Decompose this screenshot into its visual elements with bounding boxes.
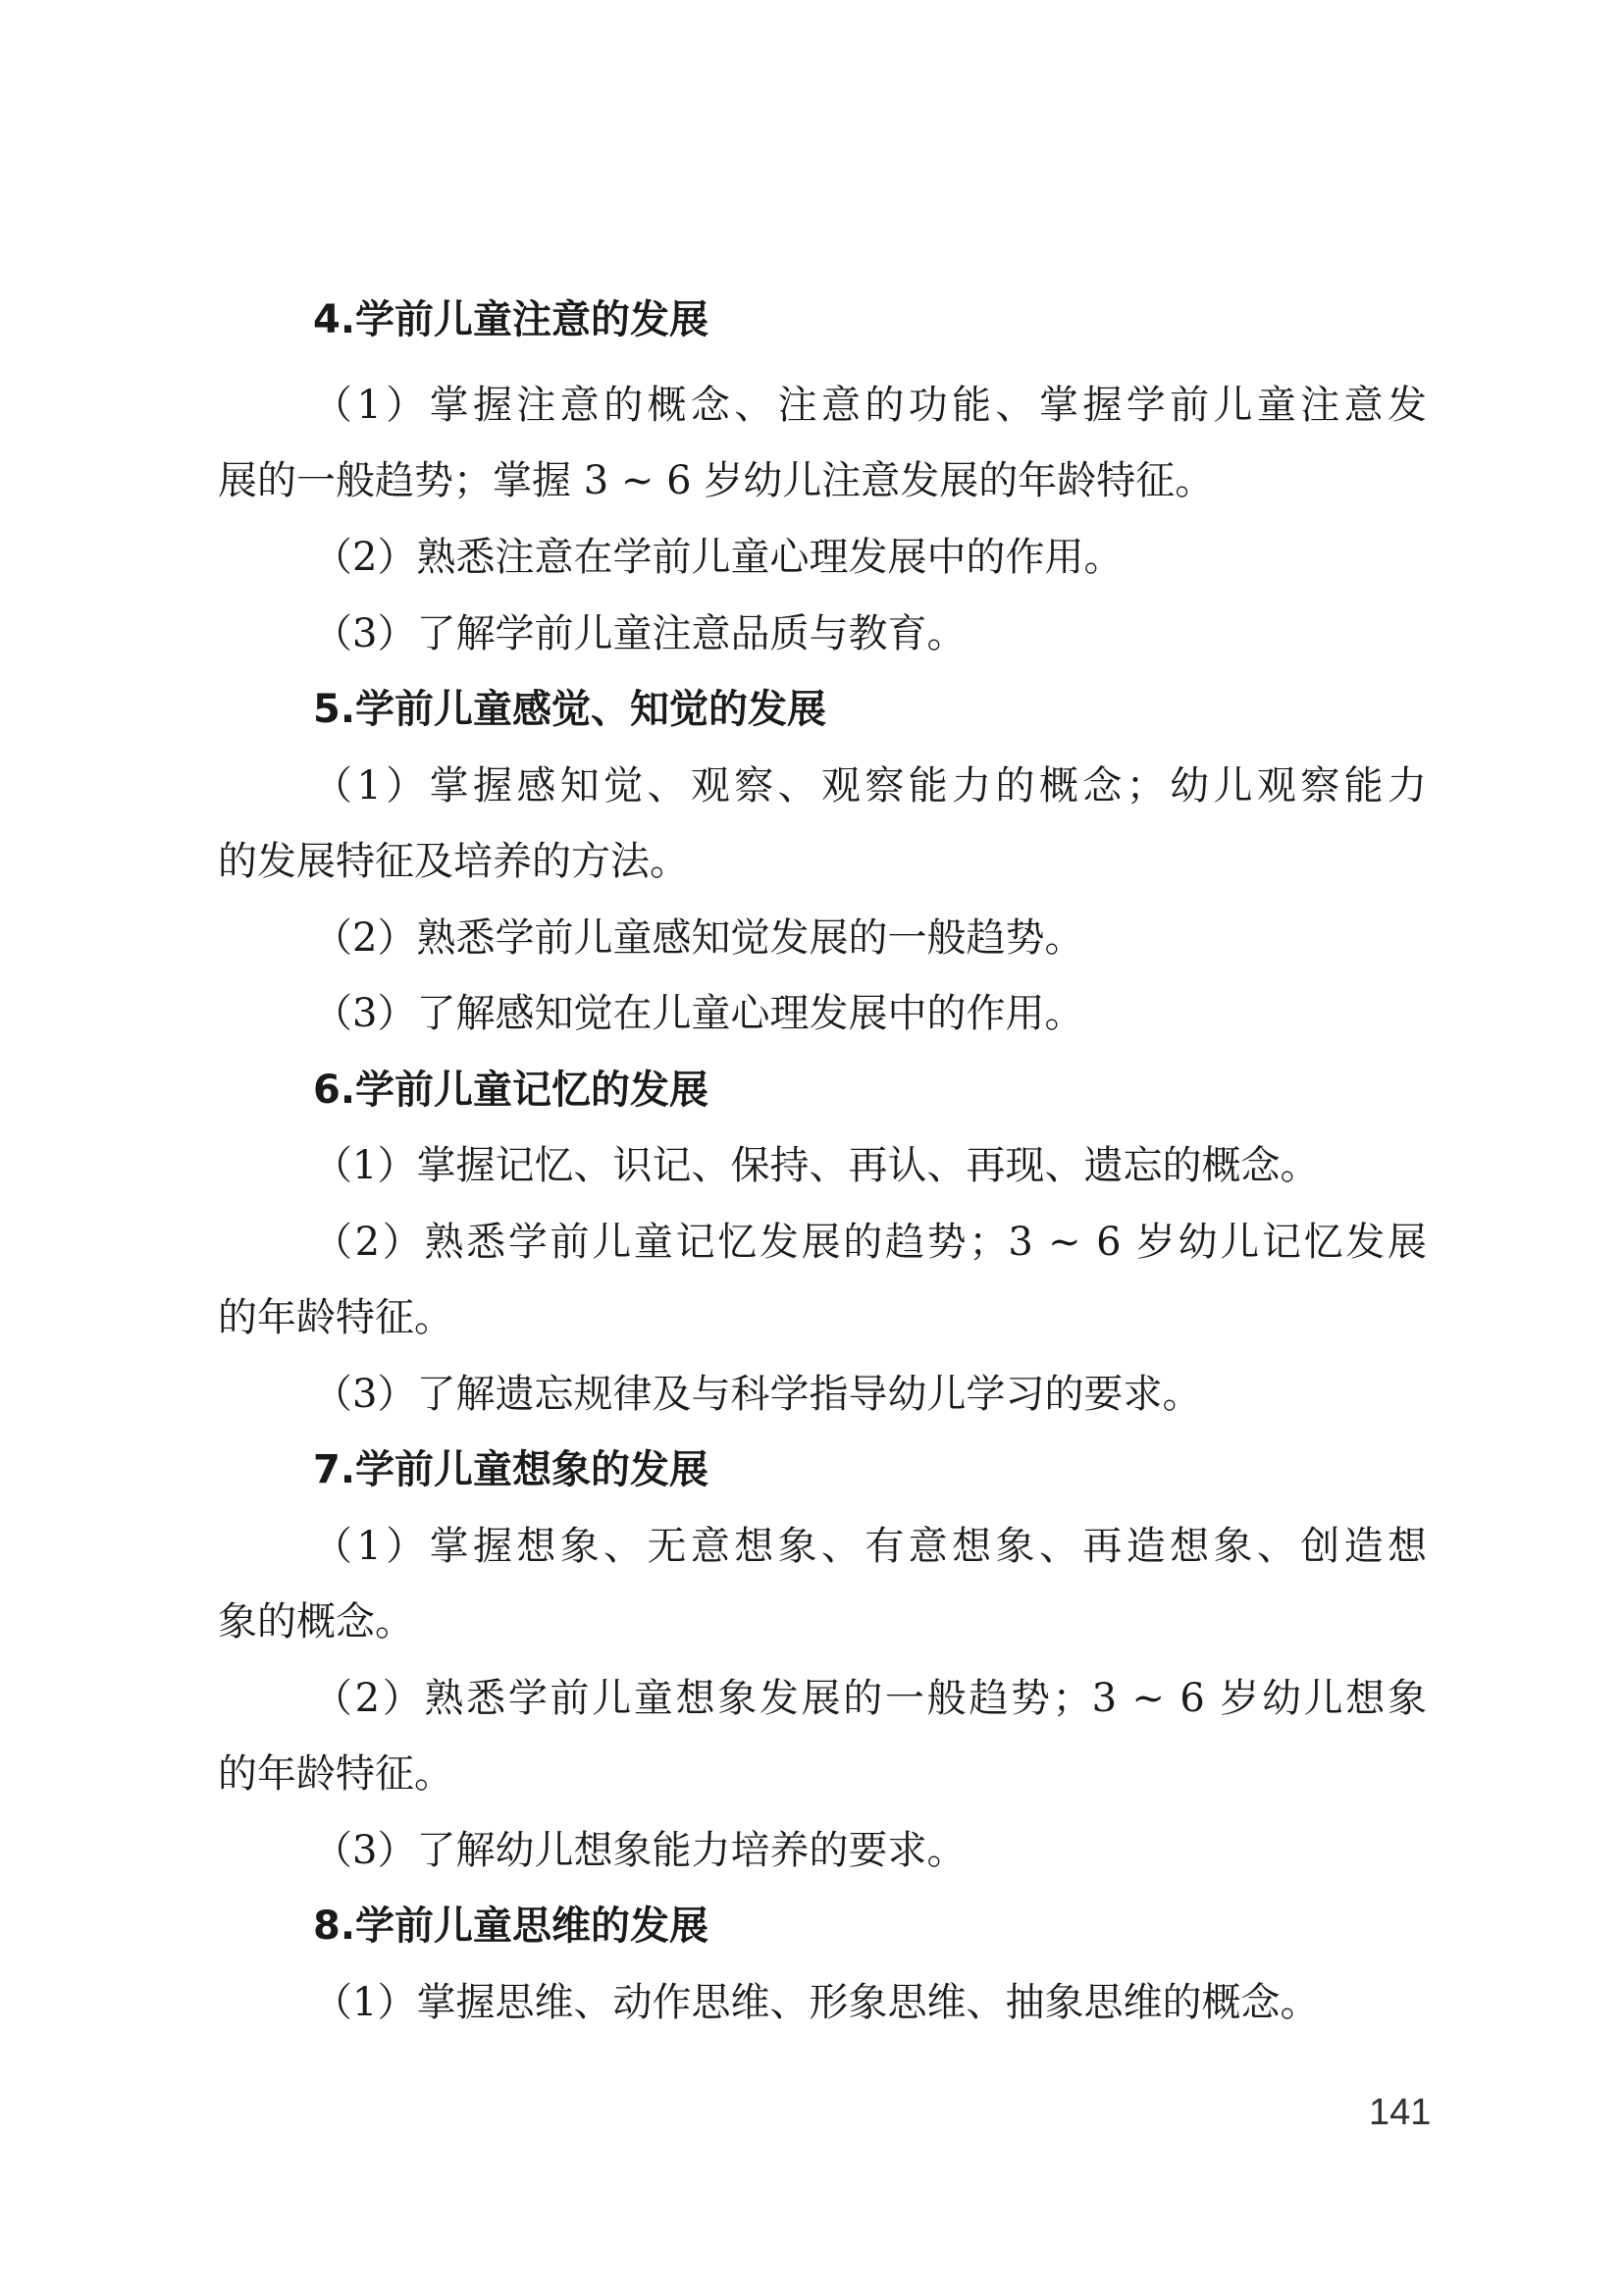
paragraph-line: 的发展特征及培养的方法。 [218, 839, 689, 884]
paragraph-line: （1）掌握思维、动作思维、形象思维、抽象思维的概念。 [313, 1980, 1320, 2025]
section-heading: 8.学前儿童思维的发展 [313, 1904, 709, 1949]
section-heading: 4.学前儿童注意的发展 [313, 297, 709, 342]
paragraph-line: （1）掌握注意的概念、注意的功能、掌握学前儿童注意发 [313, 383, 1427, 428]
paragraph-line: （3）了解感知觉在儿童心理发展中的作用。 [313, 991, 1084, 1036]
paragraph-line: （2）熟悉学前儿童感知觉发展的一般趋势。 [313, 915, 1084, 961]
paragraph-line: （2）熟悉注意在学前儿童心理发展中的作用。 [313, 535, 1124, 580]
paragraph-line: （3）了解幼儿想象能力培养的要求。 [313, 1828, 967, 1873]
page-number: 141 [1369, 2092, 1432, 2133]
paragraph-line: （2）熟悉学前儿童记忆发展的趋势；3 ~ 6 岁幼儿记忆发展 [313, 1220, 1427, 1265]
paragraph-line: 展的一般趋势；掌握 3 ~ 6 岁幼儿注意发展的年龄特征。 [218, 458, 1215, 503]
paragraph-line: （1）掌握想象、无意想象、有意想象、再造想象、创造想 [313, 1524, 1427, 1569]
section-heading: 7.学前儿童想象的发展 [313, 1447, 709, 1492]
paragraph-line: （3）了解遗忘规律及与科学指导幼儿学习的要求。 [313, 1372, 1202, 1417]
paragraph-line: （3）了解学前儿童注意品质与教育。 [313, 611, 967, 656]
paragraph-line: 象的概念。 [218, 1599, 414, 1644]
paragraph-line: （1）掌握记忆、识记、保持、再认、再现、遗忘的概念。 [313, 1143, 1320, 1188]
paragraph-line: （2）熟悉学前儿童想象发展的一般趋势；3 ~ 6 岁幼儿想象 [313, 1676, 1427, 1721]
section-heading: 6.学前儿童记忆的发展 [313, 1068, 709, 1113]
section-heading: 5.学前儿童感觉、知觉的发展 [313, 687, 827, 732]
paragraph-line: 的年龄特征。 [218, 1751, 453, 1797]
paragraph-line: （1）掌握感知觉、观察、观察能力的概念；幼儿观察能力 [313, 763, 1427, 808]
paragraph-line: 的年龄特征。 [218, 1295, 453, 1340]
